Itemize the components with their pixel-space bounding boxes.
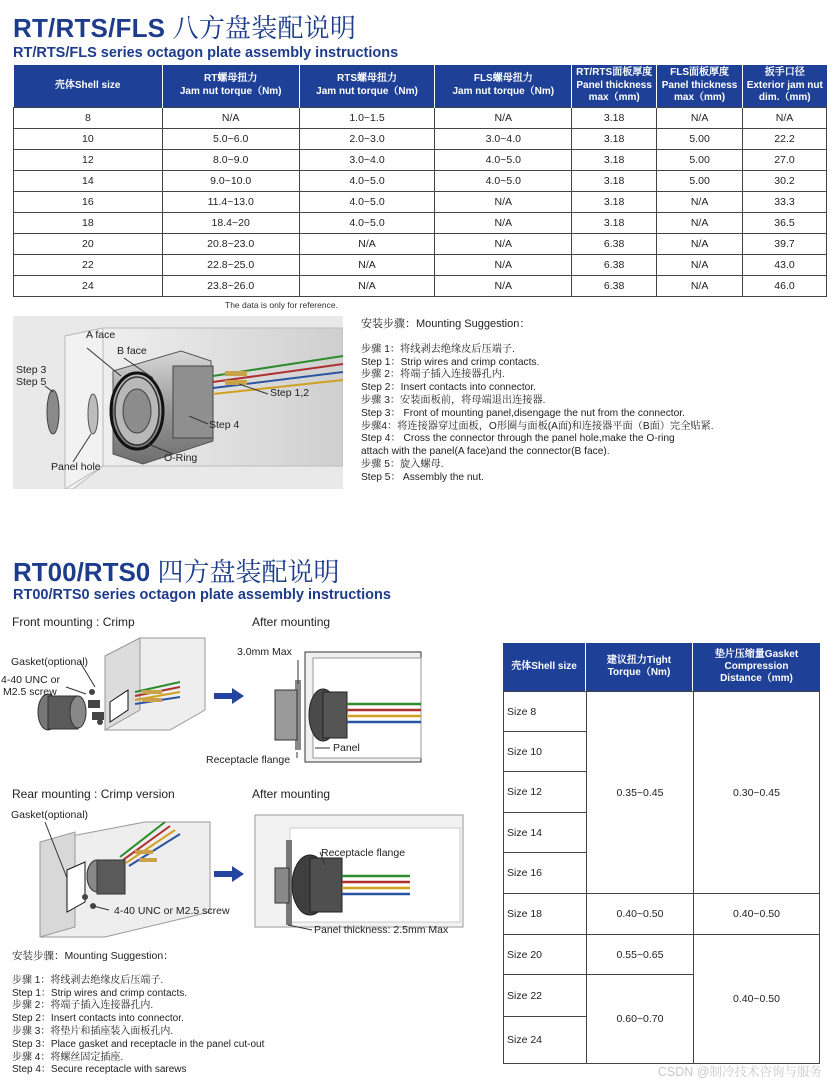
table-cell: 3.18 — [572, 149, 657, 170]
label-step3: Step 3 — [16, 364, 47, 376]
table-row — [14, 254, 827, 275]
watermark: CSDN @制冷技术咨询与服务 — [657, 1065, 822, 1079]
col-jam-nut-dim: 扳手口径 Exterior jam nut dim.（mm) — [743, 65, 827, 107]
table-cell: N/A — [299, 254, 435, 275]
table-cell: 5.00 — [657, 149, 743, 170]
table-row — [14, 191, 827, 212]
table-row — [14, 149, 827, 170]
mounting-suggestion-2-head: 安装步骤：Mounting Suggestion： — [12, 950, 174, 962]
t2-col-torque: 建议扭力Tight Torque（Nm) — [586, 643, 693, 691]
label-panel: Panel — [333, 742, 360, 754]
after-mounting-diagram-2 — [250, 810, 465, 945]
section1-title-cn: 八方盘装配说明 — [172, 14, 357, 44]
section1-title — [13, 8, 356, 45]
table-cell: 23.8~26.0 — [162, 275, 299, 296]
table-cell: 30.2 — [743, 170, 827, 191]
section1-subtitle: RT/RTS/FLS series octagon plate assembly instructions — [13, 45, 399, 61]
t2-torque-cell: 0.40~0.50 — [586, 893, 694, 935]
section1-title-en: RT/RTS/FLS — [13, 13, 166, 43]
instr1-line: 步骤 1：将线剥去绝缘皮后压端子. — [361, 343, 515, 355]
table-cell: 3.0~4.0 — [435, 128, 572, 149]
table-cell: N/A — [435, 212, 572, 233]
instr1-line: Step 4： Cross the connector through the panel hole,make the O-ring — [361, 433, 675, 445]
table-cell: 8 — [14, 107, 163, 128]
instr2-line: Step 1：Strip wires and crimp contacts. — [12, 987, 188, 999]
table-cell: N/A — [657, 191, 743, 212]
col-fls-panel: FLS面板厚度 Panel thickness max（mm) — [657, 65, 743, 107]
rear-label-gasket: Gasket(optional) — [11, 809, 89, 821]
rear-mounting-diagram — [5, 802, 230, 942]
table-cell: 12 — [14, 149, 163, 170]
instr2-line: 步骤 2：将端子插入连接器孔内. — [12, 1000, 154, 1012]
octagon-assembly-diagram — [13, 316, 343, 489]
t2-size-cell: Size 20 — [503, 934, 587, 975]
after-mounting-caption-1: After mounting — [252, 615, 331, 629]
section2-subtitle: RT00/RTS0 series octagon plate assembly instructions — [13, 587, 391, 603]
instr2-line: Step 2：Insert contacts into connector. — [12, 1013, 184, 1025]
instr1-line: attach with the panel(A face)and the connector(B face). — [361, 446, 610, 458]
table-cell: 9.0~10.0 — [162, 170, 299, 191]
table-cell: 4.0~5.0 — [435, 149, 572, 170]
table-cell: 11.4~13.0 — [162, 191, 299, 212]
t2-size-cell: Size 10 — [503, 731, 587, 772]
table-cell: 20.8~23.0 — [162, 233, 299, 254]
table-cell: 18 — [14, 212, 163, 233]
table-cell: 5.00 — [657, 170, 743, 191]
instr1-line: 步骤 2：将端子插入连接器孔内. — [361, 369, 505, 381]
instr1-line: 步骤 3：安装面板前，将母端退出连接器. — [361, 394, 546, 406]
table-cell: 43.0 — [743, 254, 827, 275]
label-panel-thickness: Panel thickness: 2.5mm Max — [314, 924, 449, 936]
table-cell: 39.7 — [743, 233, 827, 254]
rear-mounting-illustration — [5, 802, 215, 942]
table-cell: 3.0~4.0 — [299, 149, 435, 170]
table-cell: N/A — [299, 233, 435, 254]
table-cell: 5.0~6.0 — [162, 128, 299, 149]
table-row — [14, 233, 827, 254]
t2-col-shell-size: 壳体Shell size — [503, 643, 586, 691]
table-cell: 22.2 — [743, 128, 827, 149]
table-cell: 6.38 — [572, 275, 657, 296]
mounting-suggestion-1-head: 安装步骤：Mounting Suggestion： — [361, 318, 531, 330]
reference-note: The data is only for reference. — [225, 300, 338, 310]
instr2-line: Step 3：Place gasket and receptacle in the panel cut-out — [12, 1038, 265, 1050]
table-cell: 16 — [14, 191, 163, 212]
instr1-line: 步骤4：将连接器穿过面板，O形圈与面板(A面)和连接器平面（B面）完全贴紧. — [361, 420, 714, 432]
section2-title-cn: 四方盘装配说明 — [157, 558, 340, 588]
table-row — [14, 212, 827, 233]
t2-size-cell: Size 12 — [503, 771, 587, 813]
instr1-line: Step 2：Insert contacts into connector. — [361, 382, 536, 394]
table-cell: 3.18 — [572, 128, 657, 149]
instr2-line: 步骤 3：将垫片和插座装入面板孔内. — [12, 1025, 174, 1037]
table-cell: 14 — [14, 170, 163, 191]
label-step4: Step 4 — [209, 419, 240, 431]
instr1-line: Step 1：Strip wires and crimp contacts. — [361, 356, 540, 368]
table-cell: N/A — [657, 212, 743, 233]
table-row — [14, 128, 827, 149]
table-cell: 33.3 — [743, 191, 827, 212]
t2-torque-cell: 0.55~0.65 — [586, 934, 694, 975]
col-rt-torque: RT螺母扭力 Jam nut torque（Nm) — [162, 65, 299, 107]
table-cell: N/A — [435, 191, 572, 212]
table-cell: 24 — [14, 275, 163, 296]
table-cell: 3.18 — [572, 212, 657, 233]
gasket-torque-table — [503, 643, 820, 1065]
table-cell: 1.0~1.5 — [299, 107, 435, 128]
mounting-suggestion-1 — [361, 318, 714, 485]
label-receptacle-flange-1: Receptacle flange — [206, 754, 291, 766]
table-cell: 4.0~5.0 — [299, 191, 435, 212]
table-cell: N/A — [435, 254, 572, 275]
mounting-suggestion-2 — [12, 950, 264, 1077]
torque-table-header — [14, 65, 827, 107]
table-cell: 2.0~3.0 — [299, 128, 435, 149]
col-shell-size: 壳体Shell size — [14, 65, 163, 107]
table-cell: 3.18 — [572, 107, 657, 128]
label-b-face: B face — [117, 345, 147, 357]
t2-size-cell: Size 16 — [503, 852, 587, 894]
col-fls-torque: FLS螺母扭力 Jam nut torque（Nm) — [435, 65, 572, 107]
t2-compression-cell: 0.30~0.45 — [693, 691, 820, 894]
instr1-line: 步骤 5：旋入螺母. — [361, 458, 444, 470]
label-a-face: A face — [86, 329, 116, 341]
after-mounting-diagram-1 — [205, 640, 425, 770]
table-cell: 4.0~5.0 — [299, 170, 435, 191]
t2-compression-cell: 0.40~0.50 — [693, 934, 820, 1064]
table-cell: N/A — [657, 233, 743, 254]
table-cell: N/A — [162, 107, 299, 128]
t2-size-cell: Size 8 — [503, 691, 587, 732]
table-row — [14, 275, 827, 296]
t2-size-cell: Size 24 — [503, 1016, 587, 1064]
table-cell: 18.4~20 — [162, 212, 299, 233]
table-cell: 8.0~9.0 — [162, 149, 299, 170]
after-mounting-illustration-1 — [205, 640, 425, 770]
table-cell: 6.38 — [572, 254, 657, 275]
table-cell: N/A — [435, 275, 572, 296]
label-panel-hole: Panel hole — [51, 461, 101, 473]
table-cell: 22 — [14, 254, 163, 275]
after-mounting-caption-2: After mounting — [252, 787, 331, 801]
label-3mm-max: 3.0mm Max — [237, 646, 292, 658]
table-cell: N/A — [435, 107, 572, 128]
t2-torque-cell: 0.35~0.45 — [586, 691, 694, 894]
torque-table — [13, 65, 827, 297]
instr2-line: 步骤 1：将线剥去绝缘皮后压端子. — [12, 974, 164, 986]
rear-mounting-caption: Rear mounting : Crimp version — [12, 787, 175, 801]
label-step12: Step 1,2 — [270, 387, 310, 399]
arrow-right-icon — [214, 866, 244, 882]
table-cell: 4.0~5.0 — [299, 212, 435, 233]
front-label-screw-2: M2.5 screw — [3, 686, 57, 698]
t2-size-cell: Size 18 — [503, 893, 587, 935]
table-row — [14, 170, 827, 191]
front-label-screw-1: 4-40 UNC or — [1, 674, 60, 686]
table-cell: 10 — [14, 128, 163, 149]
label-step5: Step 5 — [16, 376, 47, 388]
table-cell: 5.00 — [657, 128, 743, 149]
table-cell: 4.0~5.0 — [435, 170, 572, 191]
table-cell: 46.0 — [743, 275, 827, 296]
instr1-line: Step 3： Front of mounting panel,disengage the nut from the connector. — [361, 407, 685, 419]
table-cell: N/A — [657, 254, 743, 275]
table-cell: 22.8~25.0 — [162, 254, 299, 275]
col-rts-torque: RTS螺母扭力 Jam nut torque（Nm) — [299, 65, 435, 107]
t2-size-cell: Size 22 — [503, 974, 587, 1017]
table-cell: N/A — [657, 275, 743, 296]
instr2-line: Step 4：Secure receptacle with sarews — [12, 1064, 187, 1076]
rear-label-screw: 4-40 UNC or M2.5 screw — [114, 905, 230, 917]
table-cell: 27.0 — [743, 149, 827, 170]
table-cell: 6.38 — [572, 233, 657, 254]
section2-title — [13, 552, 340, 589]
t2-col-compression: 垫片压缩量Gasket Compression Distance（mm) — [693, 643, 820, 691]
t2-compression-cell: 0.40~0.50 — [693, 893, 820, 935]
label-o-ring: O-Ring — [164, 452, 198, 464]
table-row — [14, 107, 827, 128]
t2-torque-cell: 0.60~0.70 — [586, 974, 694, 1064]
table-cell: N/A — [299, 275, 435, 296]
table-cell: 20 — [14, 233, 163, 254]
table-cell: N/A — [435, 233, 572, 254]
t2-size-cell: Size 14 — [503, 812, 587, 853]
table-cell: N/A — [657, 107, 743, 128]
instr1-line: Step 5： Assembly the nut. — [361, 471, 484, 483]
col-rt-panel: RT/RTS面板厚度 Panel thickness max（mm) — [572, 65, 657, 107]
section2-title-en: RT00/RTS0 — [13, 557, 151, 587]
table-cell: N/A — [743, 107, 827, 128]
front-mounting-caption: Front mounting : Crimp — [12, 615, 135, 629]
front-mounting-diagram — [0, 632, 210, 752]
instr2-line: 步骤 4：将螺丝固定插座. — [12, 1051, 124, 1063]
table-cell: 3.18 — [572, 191, 657, 212]
table-cell: 36.5 — [743, 212, 827, 233]
table-cell: 3.18 — [572, 170, 657, 191]
label-receptacle-flange-2: Receptacle flange — [321, 847, 406, 859]
front-label-gasket: Gasket(optional) — [11, 656, 89, 668]
